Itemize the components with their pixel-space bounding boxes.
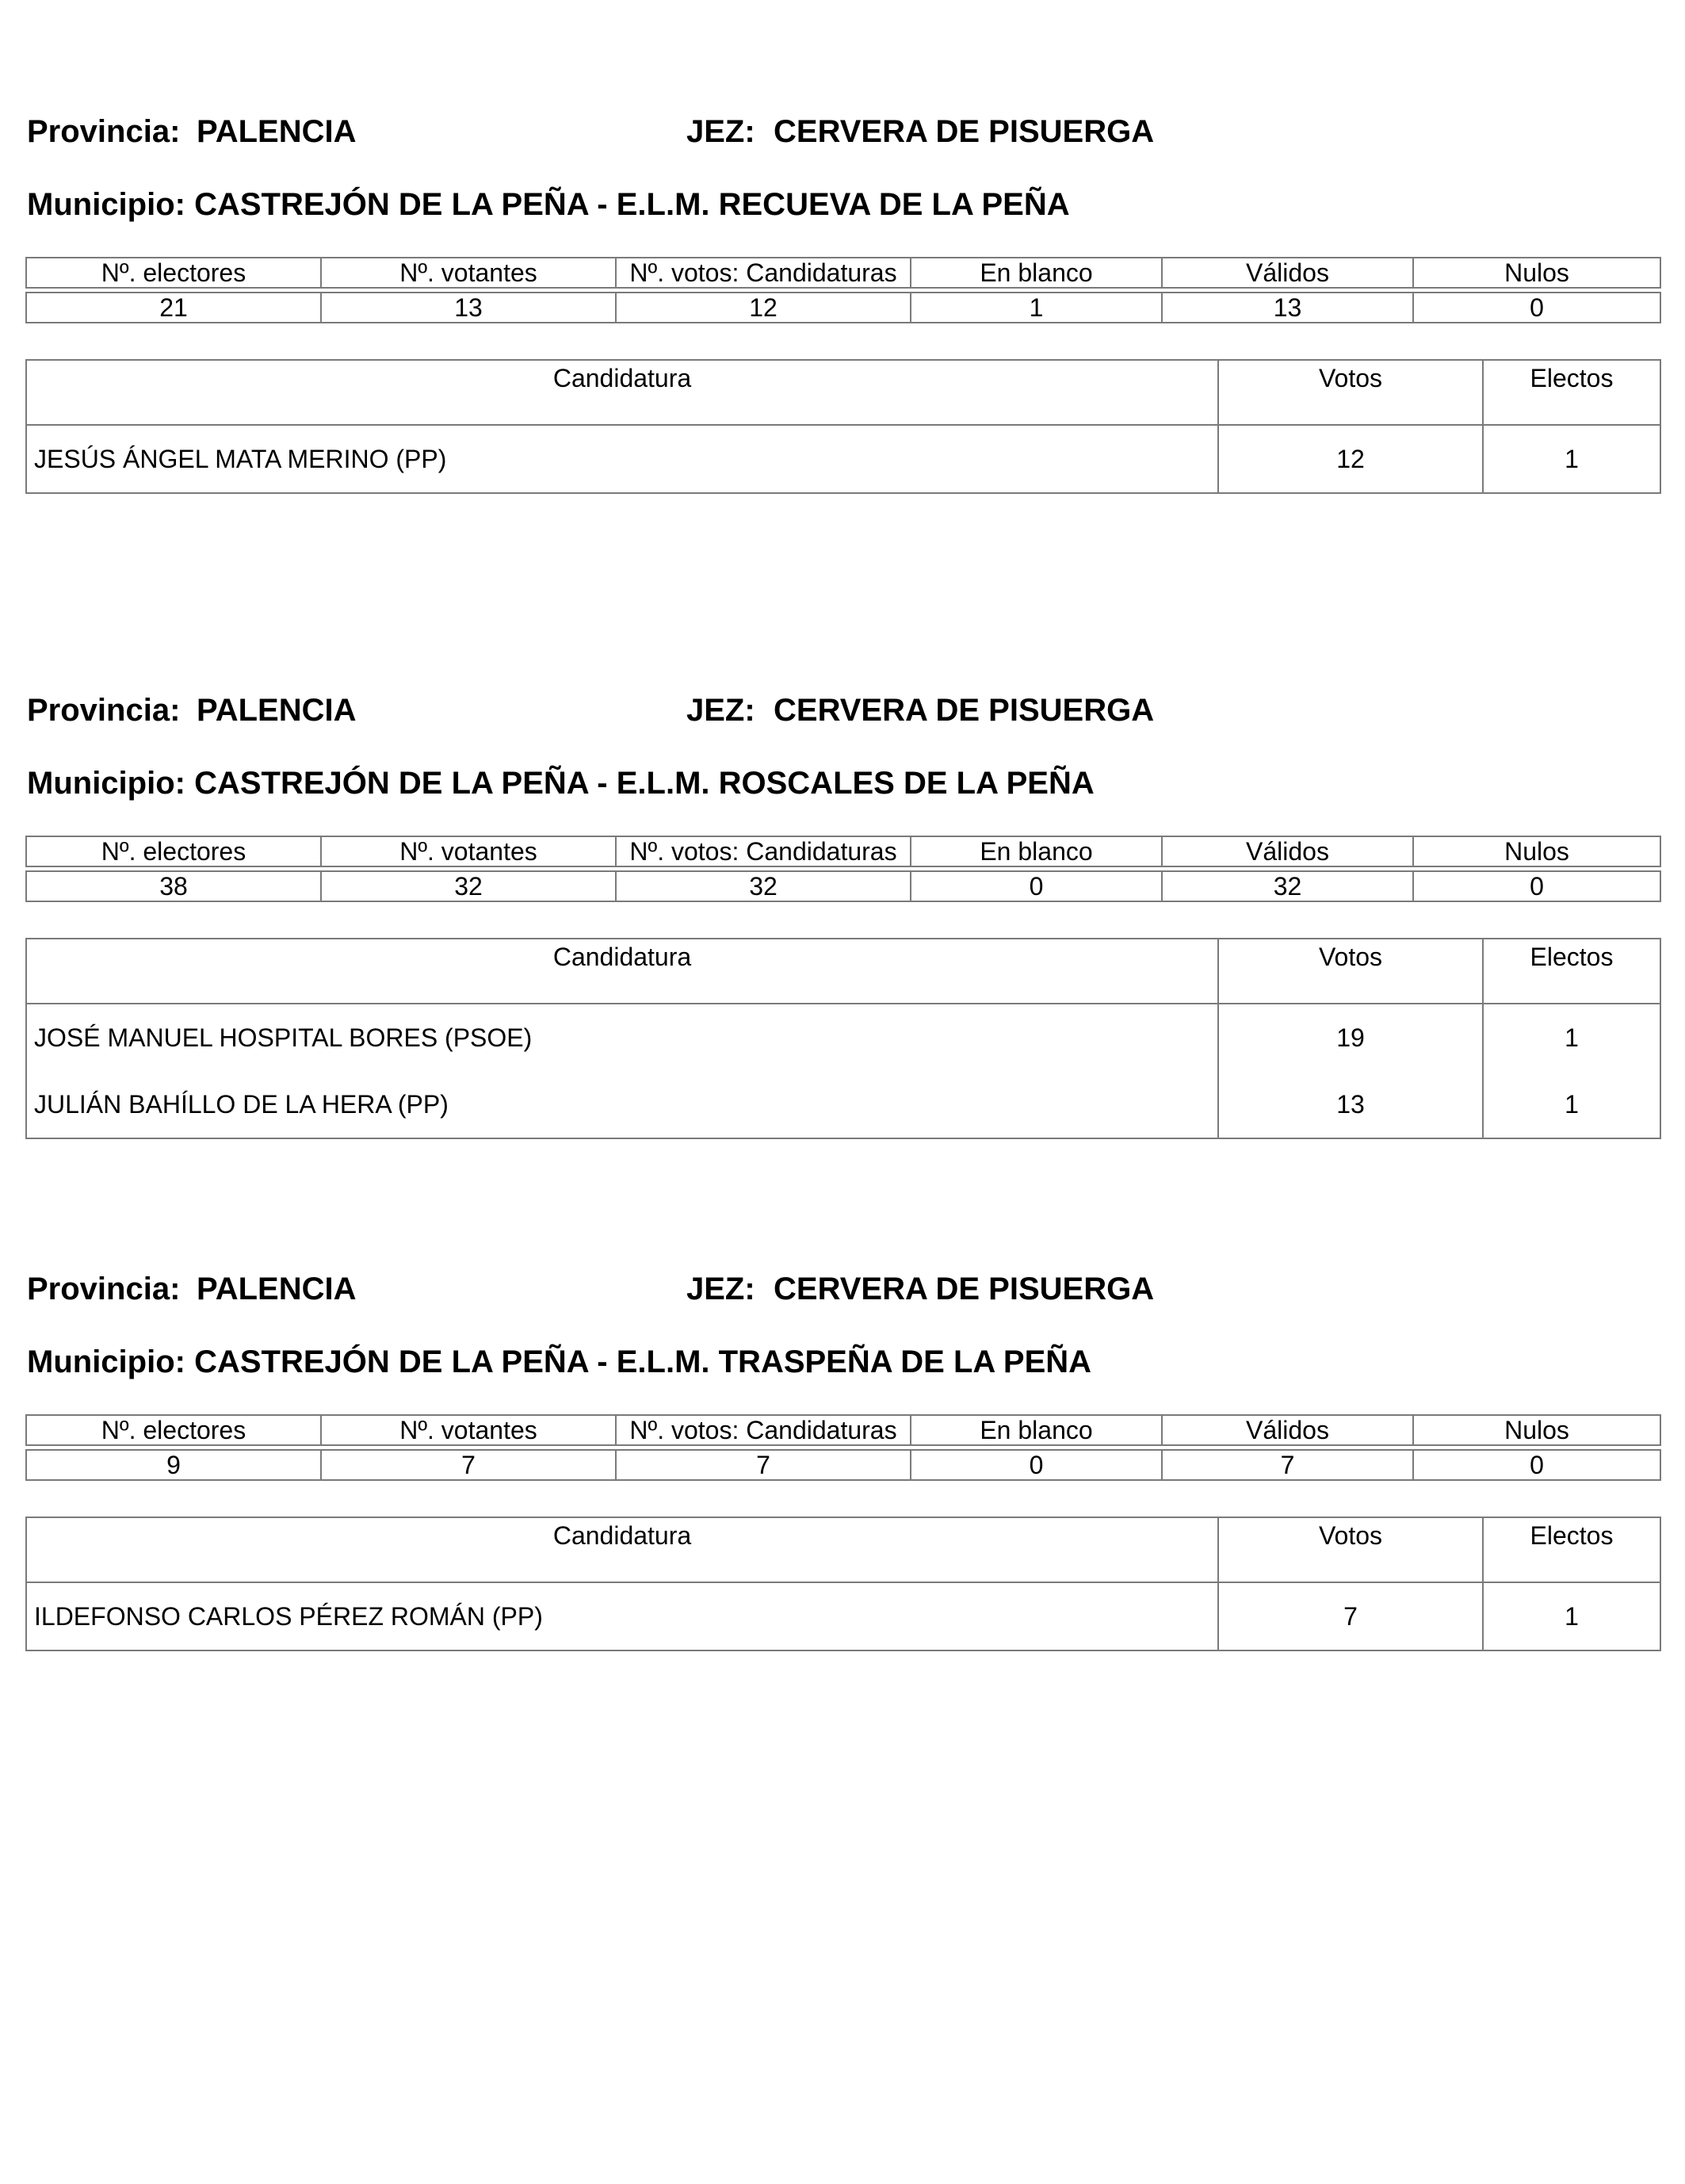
stats-value-votos-candidaturas: 7 <box>616 1450 911 1480</box>
candidate-row <box>26 425 1660 493</box>
stats-values-table <box>25 1449 1661 1481</box>
stats-table <box>25 257 1661 289</box>
stats-header-electores: Nº. electores <box>26 836 321 866</box>
candidates-header-candidatura: Candidatura <box>26 1517 1218 1582</box>
stats-value-en-blanco: 0 <box>911 1450 1162 1480</box>
stats-value-nulos: 0 <box>1413 293 1660 323</box>
stats-values-table <box>25 870 1661 902</box>
stats-value-votos-candidaturas: 32 <box>616 871 911 901</box>
jez-value: CERVERA DE PISUERGA <box>774 693 1155 728</box>
candidate-row <box>26 1582 1660 1650</box>
candidates-header-electos: Electos <box>1483 1517 1660 1582</box>
candidates-header-votos: Votos <box>1218 1517 1483 1582</box>
candidate-electos: 1 <box>1483 425 1660 493</box>
section-traspena <box>0 1157 1685 1712</box>
stats-header-validos: Válidos <box>1162 1415 1413 1445</box>
stats-value-validos: 7 <box>1162 1450 1413 1480</box>
stats-values-table <box>25 292 1661 323</box>
provincia-value: PALENCIA <box>197 693 357 728</box>
candidate-name: JULIÁN BAHÍLLO DE LA HERA (PP) <box>26 1071 1218 1138</box>
stats-header-en-blanco: En blanco <box>911 1415 1162 1445</box>
stats-header-validos: Válidos <box>1162 836 1413 866</box>
candidate-votos: 13 <box>1218 1071 1483 1138</box>
stats-header-row <box>26 258 1660 288</box>
jez-label: JEZ: <box>686 1272 755 1306</box>
candidate-electos: 1 <box>1483 1004 1660 1071</box>
candidate-votos: 19 <box>1218 1004 1483 1071</box>
jez-label: JEZ: <box>686 114 755 149</box>
stats-header-votantes: Nº. votantes <box>321 836 616 866</box>
municipio-value: CASTREJÓN DE LA PEÑA - E.L.M. TRASPEÑA DE LA PEÑA <box>194 1344 1092 1379</box>
candidates-header-electos: Electos <box>1483 939 1660 1004</box>
stats-value-row <box>26 293 1660 323</box>
candidates-table <box>25 359 1661 494</box>
jez-label: JEZ: <box>686 693 755 728</box>
candidate-votos: 12 <box>1218 425 1483 493</box>
provincia-value: PALENCIA <box>197 114 357 149</box>
stats-value-electores: 38 <box>26 871 321 901</box>
candidates-table <box>25 938 1661 1139</box>
jez-value: CERVERA DE PISUERGA <box>774 114 1155 149</box>
municipio-title <box>27 1343 1091 1381</box>
stats-value-votantes: 13 <box>321 293 616 323</box>
candidates-header-votos: Votos <box>1218 939 1483 1004</box>
stats-header-en-blanco: En blanco <box>911 258 1162 288</box>
provincia-value: PALENCIA <box>197 1272 357 1306</box>
stats-value-votantes: 7 <box>321 1450 616 1480</box>
stats-header-validos: Válidos <box>1162 258 1413 288</box>
candidates-header-candidatura: Candidatura <box>26 939 1218 1004</box>
stats-header-votos-candidaturas: Nº. votos: Candidaturas <box>616 258 911 288</box>
municipio-label: Municipio: <box>27 1344 185 1379</box>
municipio-title <box>27 186 1070 224</box>
provincia-label: Provincia: <box>27 693 181 728</box>
candidate-name: ILDEFONSO CARLOS PÉREZ ROMÁN (PP) <box>26 1582 1218 1650</box>
stats-table <box>25 836 1661 867</box>
candidates-header-row <box>26 360 1660 425</box>
stats-table <box>25 1414 1661 1446</box>
provincia-label: Provincia: <box>27 114 181 149</box>
candidates-header-candidatura: Candidatura <box>26 360 1218 425</box>
stats-value-row <box>26 871 1660 901</box>
candidates-table <box>25 1517 1661 1651</box>
jez-value: CERVERA DE PISUERGA <box>774 1272 1155 1306</box>
municipio-value: CASTREJÓN DE LA PEÑA - E.L.M. RECUEVA DE LA PEÑA <box>194 187 1070 222</box>
stats-header-en-blanco: En blanco <box>911 836 1162 866</box>
stats-header-electores: Nº. electores <box>26 258 321 288</box>
stats-value-nulos: 0 <box>1413 871 1660 901</box>
candidate-name: JESÚS ÁNGEL MATA MERINO (PP) <box>26 425 1218 493</box>
stats-header-row <box>26 836 1660 866</box>
stats-header-nulos: Nulos <box>1413 836 1660 866</box>
candidates-header-row <box>26 1517 1660 1582</box>
candidate-row <box>26 1071 1660 1138</box>
stats-value-nulos: 0 <box>1413 1450 1660 1480</box>
stats-value-votos-candidaturas: 12 <box>616 293 911 323</box>
candidate-electos: 1 <box>1483 1071 1660 1138</box>
stats-header-votos-candidaturas: Nº. votos: Candidaturas <box>616 836 911 866</box>
candidate-electos: 1 <box>1483 1582 1660 1650</box>
stats-header-electores: Nº. electores <box>26 1415 321 1445</box>
section-recueva <box>0 0 1685 555</box>
stats-value-validos: 13 <box>1162 293 1413 323</box>
stats-value-en-blanco: 1 <box>911 293 1162 323</box>
candidate-votos: 7 <box>1218 1582 1483 1650</box>
stats-value-validos: 32 <box>1162 871 1413 901</box>
stats-header-votos-candidaturas: Nº. votos: Candidaturas <box>616 1415 911 1445</box>
stats-value-en-blanco: 0 <box>911 871 1162 901</box>
stats-header-votantes: Nº. votantes <box>321 1415 616 1445</box>
candidates-header-electos: Electos <box>1483 360 1660 425</box>
section-roscales <box>0 579 1685 1134</box>
stats-value-electores: 9 <box>26 1450 321 1480</box>
candidate-name: JOSÉ MANUEL HOSPITAL BORES (PSOE) <box>26 1004 1218 1071</box>
stats-header-row <box>26 1415 1660 1445</box>
stats-value-row <box>26 1450 1660 1480</box>
municipio-label: Municipio: <box>27 766 185 801</box>
candidate-row <box>26 1004 1660 1071</box>
provincia-label: Provincia: <box>27 1272 181 1306</box>
municipio-value: CASTREJÓN DE LA PEÑA - E.L.M. ROSCALES DE LA PEÑA <box>194 766 1095 801</box>
stats-header-votantes: Nº. votantes <box>321 258 616 288</box>
stats-header-nulos: Nulos <box>1413 1415 1660 1445</box>
stats-value-electores: 21 <box>26 293 321 323</box>
candidates-header-row <box>26 939 1660 1004</box>
candidates-header-votos: Votos <box>1218 360 1483 425</box>
stats-header-nulos: Nulos <box>1413 258 1660 288</box>
stats-value-votantes: 32 <box>321 871 616 901</box>
municipio-title <box>27 764 1095 802</box>
municipio-label: Municipio: <box>27 187 185 222</box>
